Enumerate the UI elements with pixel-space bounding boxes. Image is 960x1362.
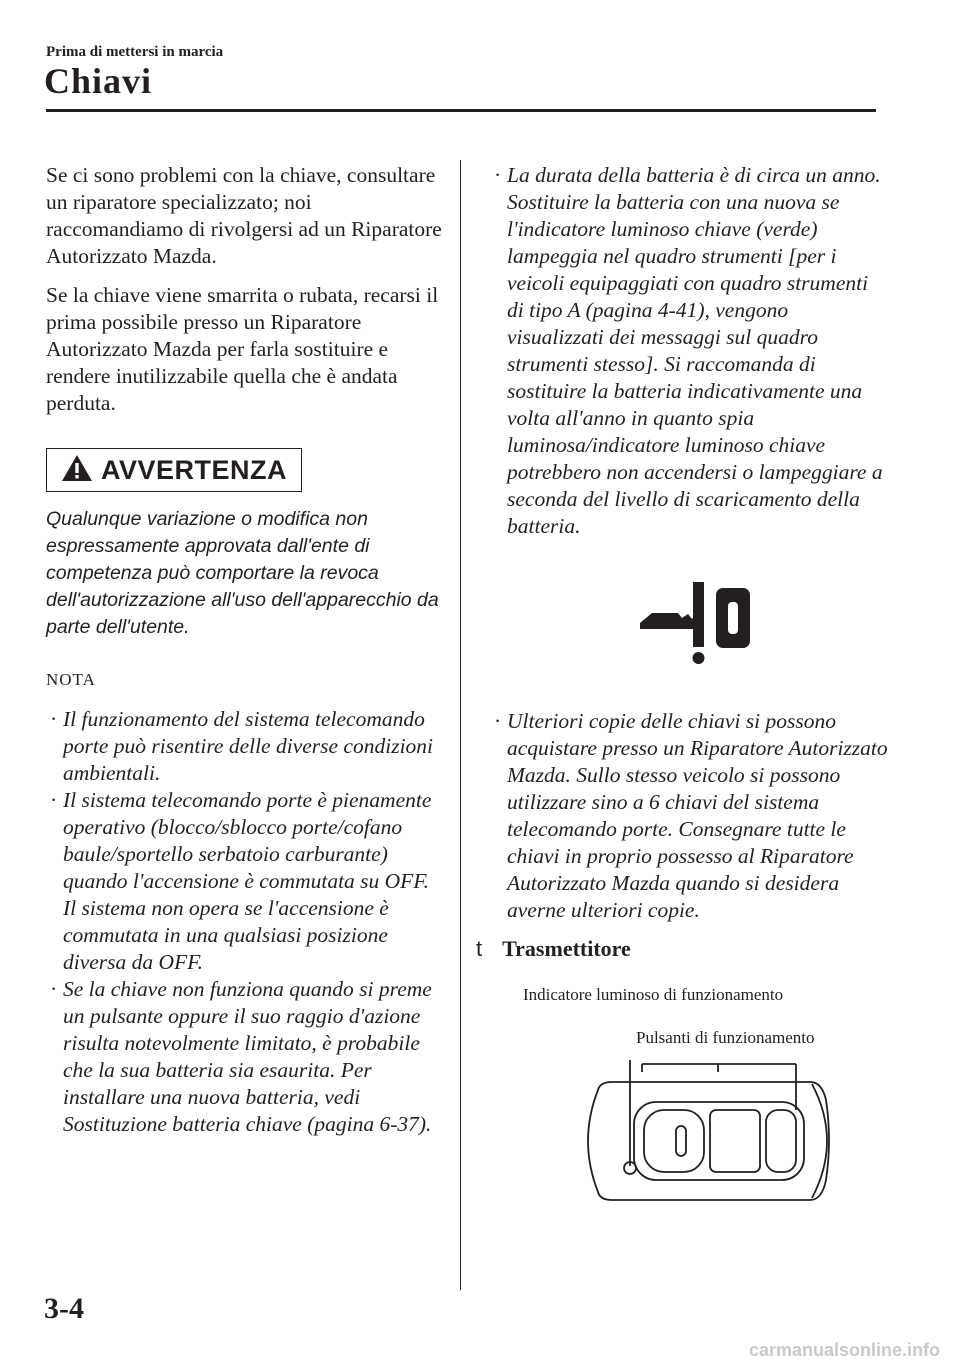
column-divider [460,160,461,1290]
list-item: · Ulteriori copie delle chiavi si possono acquistare presso un Riparatore Autorizzato Mazda. Sullo stesso veicolo si possono utilizzare sino a 6 chiavi del sistema telecomando porte. Consegnare tutte le chiavi in proprio possesso al Riparatore Autorizzato Mazda quando si desidera averne ulteriori copie. [494,709,888,922]
section-heading [476,936,631,962]
warning-title: AVVERTENZA [100,454,287,485]
section-label: Prima di mettersi in marcia [46,44,224,60]
section-marker: t [476,936,483,961]
page-number: 3-4 [44,1292,84,1325]
page-title: Chiavi [44,61,153,101]
key-indicator-icon [638,580,753,670]
indicator-label: Indicatore luminoso di funzionamento [523,985,784,1004]
list-item: · Il sistema telecomando porte è pienamente operativo (blocco/sblocco porte/cofano baule/sportello serbatoio carburante) quando l'accensione è commutata su OFF. Il sistema non opera se l'accensione è commutata in una qualsiasi posizione diversa da OFF. [50,788,432,974]
buttons-label: Pulsanti di funzionamento [636,1028,815,1047]
warning-banner [46,448,302,492]
note-label: NOTA [46,670,96,689]
list-item: · Se la chiave non funziona quando si preme un pulsante oppure il suo raggio d'azione risulta notevolmente limitato, è probabile che la sua batteria sia esaurita. Per installare una nuova batteria, vedi Sostituzione batteria chiave (pagina 6-37). [50,977,432,1136]
list-item: · Il funzionamento del sistema telecomando porte può risentire delle diverse condizioni ambientali. [50,707,434,785]
intro-paragraph: Se ci sono problemi con la chiave, consultare un riparatore specializzato; noi raccomandiamo di rivolgersi ad un Riparatore Autorizzato Mazda. [46,163,442,268]
section-title: Trasmettitore [502,936,631,961]
battery-note [490,162,890,540]
list-item: · La durata della batteria è di circa un anno. Sostituire la batteria con una nuova se l'indicatore luminoso chiave (verde) lampeggia nel quadro strumenti [per i veicoli equipaggiati con quadro strumenti di tipo A (pagina 4-41), vengono visualizzati dei messaggi sul quadro strumenti stesso]. Si raccomanda di sostituire la batteria indicativamente una volta all'anno in quanto spia luminosa/indicatore luminoso chiave potrebbero non accendersi o lampeggiare a seconda del livello di scaricamento della batteria. [494,163,883,538]
copies-note [490,708,890,924]
warning-text: Qualunque variazione o modifica non espressamente approvata dall'ente di competenza può comportare la revoca dell'autorizzazione all'uso dell'apparecchio da parte dell'utente. [46,508,439,638]
watermark: carmanualsonline.info [748,1340,940,1360]
note-list [46,706,446,1138]
lost-key-paragraph: Se la chiave viene smarrita o rubata, recarsi il prima possibile presso un Riparatore Autorizzato Mazda per farla sostituire e rendere inutilizzabile quella che è andata perduta. [46,283,439,415]
warning-triangle-icon [61,454,93,487]
title-rule [46,109,876,112]
key-fob-illustration [560,1060,850,1225]
